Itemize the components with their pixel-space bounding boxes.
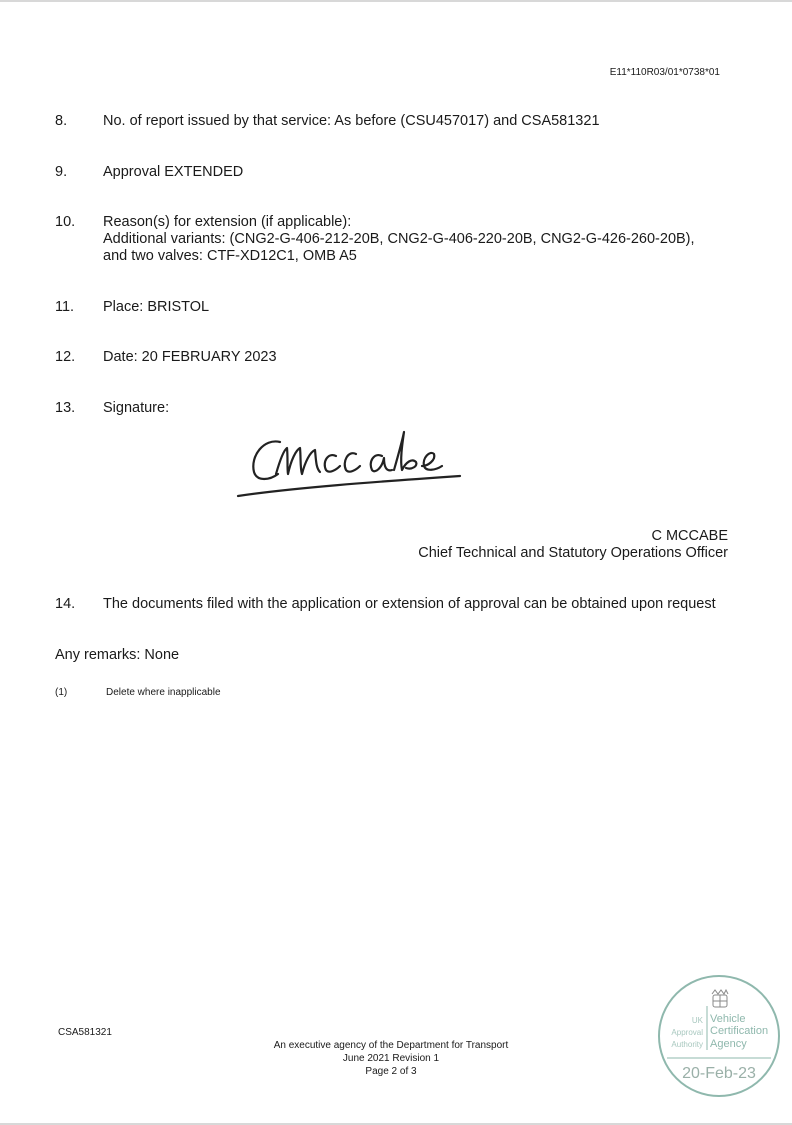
item-text: Approval EXTENDED: [103, 164, 244, 180]
item-number: 10.: [55, 214, 76, 230]
item-number: 9.: [55, 164, 68, 180]
footnote-marker: (1): [55, 687, 68, 698]
stamp-left-line: UK: [691, 1016, 703, 1025]
item-number: 13.: [55, 400, 76, 416]
item-text: No. of report issued by that service: As before (CSU457017) and CSA581321: [103, 113, 600, 129]
item-number: 8.: [55, 113, 68, 129]
stamp-right-line: Agency: [710, 1038, 747, 1050]
item-text: Place: BRISTOL: [103, 299, 210, 315]
item-text: Date: 20 FEBRUARY 2023: [103, 349, 277, 365]
item-number: 12.: [55, 349, 76, 365]
footer-revision: June 2021 Revision 1: [342, 1053, 440, 1064]
signer-name: C MCCABE: [651, 528, 728, 544]
item-number: 11.: [55, 299, 75, 315]
item-text: Additional variants: (CNG2-G-406-212-20B, CNG2-G-406-220-20B, CNG2-G-426-260-20B),: [103, 231, 695, 247]
signer-title: Chief Technical and Statutory Operations Officer: [418, 545, 728, 561]
item-text: Reason(s) for extension (if applicable):: [103, 214, 352, 230]
vca-approval-stamp: [657, 974, 781, 1098]
stamp-left-line: Approval: [671, 1028, 703, 1037]
signer-block: [418, 528, 728, 562]
page-footer: [241, 1039, 541, 1078]
stamp-left-line: Authority: [671, 1040, 703, 1049]
crest-icon: [712, 990, 728, 1007]
footer-page-number: Page 2 of 3: [365, 1066, 417, 1077]
top-border: [0, 0, 792, 2]
doc-reference: CSA581321: [58, 1027, 112, 1038]
footer-agency: An executive agency of the Department for Transport: [273, 1040, 509, 1051]
item-text: Signature:: [103, 400, 170, 416]
stamp-date: 20-Feb-23: [682, 1065, 756, 1082]
remarks: Any remarks: None: [55, 647, 180, 663]
document-reference-code: E11*110R03/01*0738*01: [609, 67, 720, 78]
item-text: The documents filed with the application or extension of approval can be obtained upon request: [103, 596, 716, 612]
footnote: [55, 687, 221, 698]
stamp-right-line: Certification: [710, 1025, 769, 1037]
handwritten-signature: [232, 420, 472, 510]
stamp-right-line: Vehicle: [710, 1013, 746, 1025]
footnote-text: Delete where inapplicable: [106, 687, 221, 698]
item-number: 14.: [55, 596, 76, 612]
item-text: and two valves: CTF-XD12C1, OMB A5: [103, 248, 357, 264]
